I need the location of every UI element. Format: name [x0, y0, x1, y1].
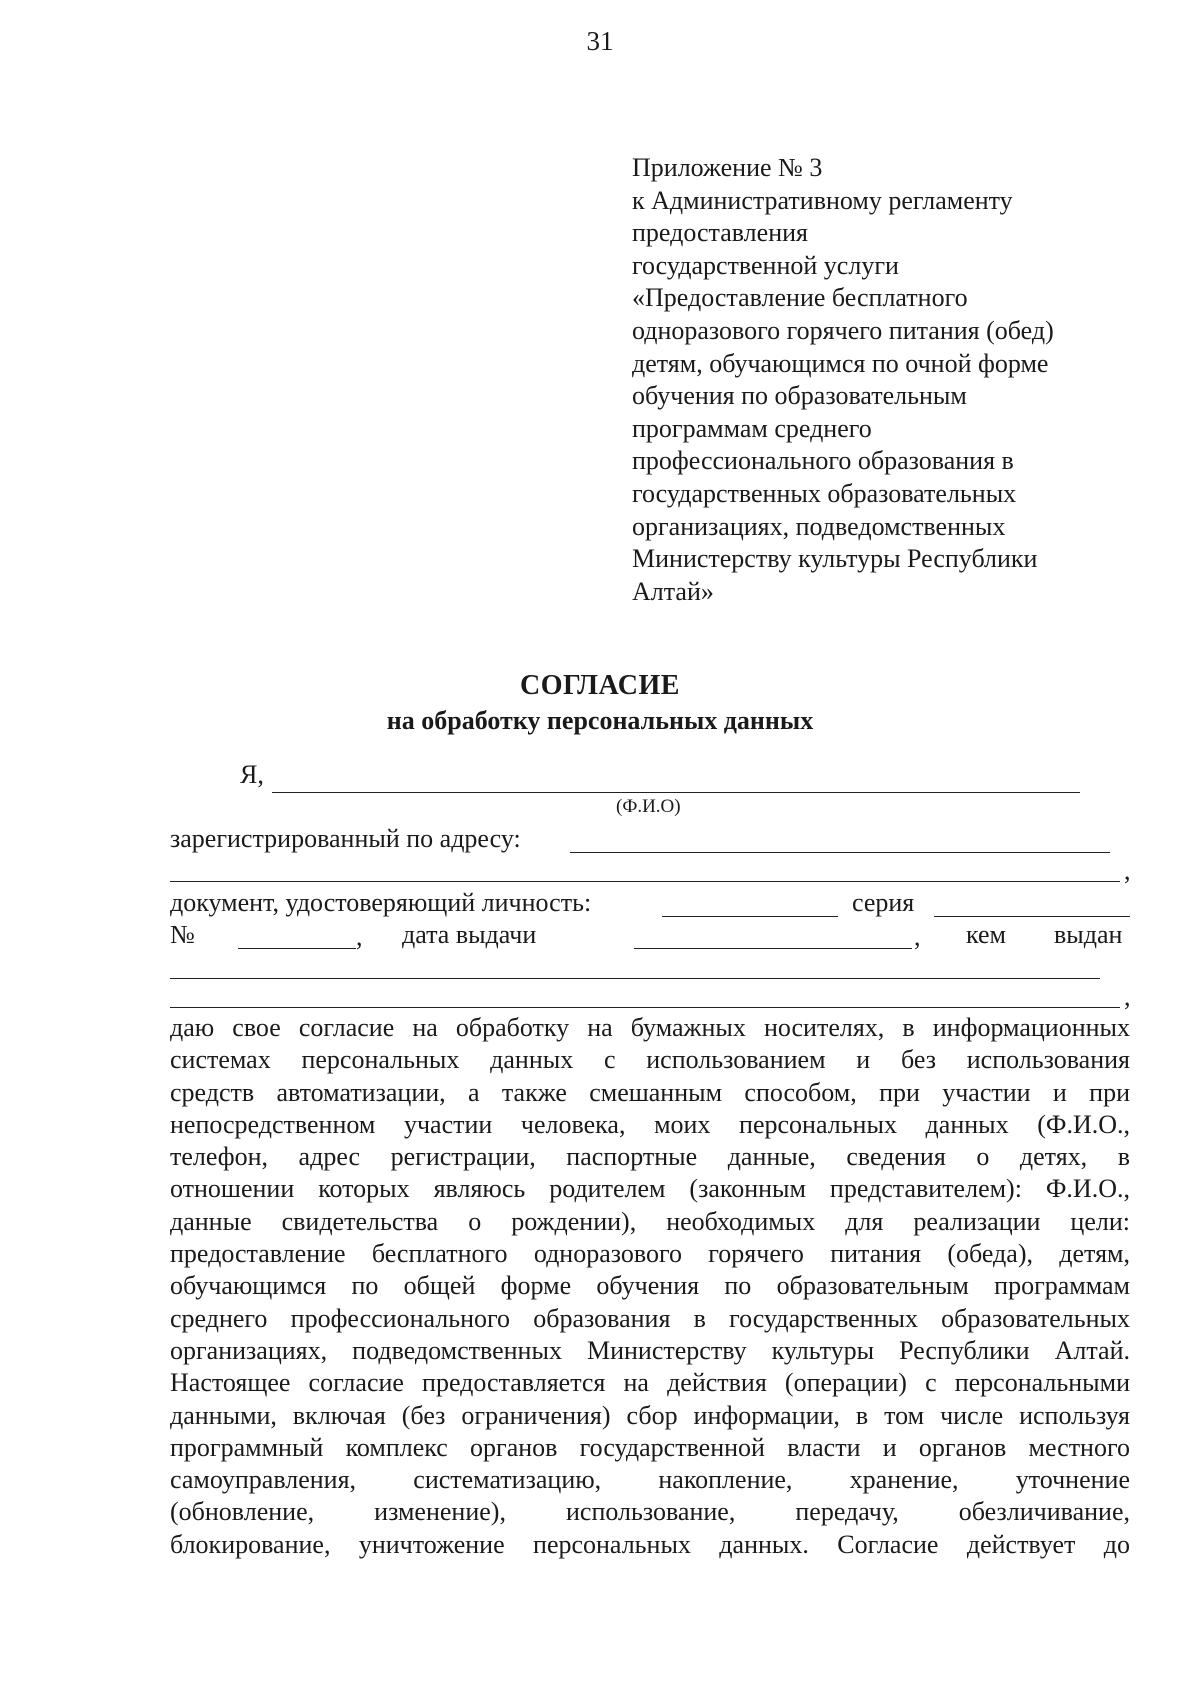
text-line: даю свое согласие на обработку на бумажных носителях, в информационных [170, 1013, 1130, 1042]
text-line: системах персональных данных с использованием и без использования [170, 1045, 1130, 1075]
consent-text [170, 1012, 1130, 1561]
address-field[interactable] [570, 852, 1110, 853]
appendix-line: программам среднего [632, 413, 872, 443]
text-line: средств автоматизации, а также смешанным способом, при участии и при [170, 1077, 1130, 1107]
appendix-line: «Предоставление бесплатного [632, 283, 968, 313]
document-title: СОГЛАСИЕ [520, 670, 680, 701]
issued-by-field[interactable] [170, 978, 1100, 979]
appendix-line: Министерству культуры Республики [632, 544, 1038, 574]
text-line: организациях, подведомственных Министерству культуры Республики Алтай. [170, 1335, 1130, 1365]
fio-caption: (Ф.И.О) [616, 796, 681, 817]
text-line: самоуправления, систематизацию, накопление, хранение, уточнение [170, 1465, 1130, 1495]
text-line: обучающимся по общей форме обучения по образовательным программам [170, 1271, 1130, 1301]
comma: , [356, 922, 363, 951]
document-field[interactable] [662, 916, 838, 917]
appendix-line: обучения по образовательным [632, 381, 967, 411]
address-field-continued[interactable] [170, 881, 1120, 882]
series-label: серия [852, 888, 915, 917]
text-line: среднего профессионального образования в государственных образовательных [170, 1303, 1130, 1333]
i-label: Я, [240, 760, 264, 789]
document-subtitle: на обработку персональных данных [386, 706, 814, 735]
issued-label: выдан [1054, 920, 1123, 949]
fio-field[interactable] [272, 792, 1080, 793]
appendix-line: организациях, подведомственных [632, 511, 1006, 541]
comma: , [914, 922, 921, 951]
issued-by-label: кем [966, 920, 1006, 949]
text-line: блокирование, уничтожение персональных данных. Согласие действует до [170, 1529, 1130, 1559]
document-label: документ, удостоверяющий личность: [170, 888, 592, 917]
text-line: данные свидетельства о рождении), необходимых для реализации цели: [170, 1206, 1130, 1236]
series-field[interactable] [934, 916, 1130, 917]
text-line: данными, включая (без ограничения) сбор информации, в том числе используя [170, 1400, 1130, 1430]
appendix-note [632, 152, 1152, 608]
comma: , [1124, 856, 1131, 885]
appendix-line: профессионального образования в [632, 446, 1014, 476]
text-line: предоставление бесплатного одноразового горячего питания (обеда), детям, [170, 1239, 1130, 1269]
text-line: (обновление, изменение), использование, передачу, обезличивание, [170, 1497, 1130, 1527]
appendix-line: Алтай» [632, 576, 714, 606]
issued-by-field-continued[interactable] [170, 1007, 1120, 1008]
appendix-line: государственных образовательных [632, 478, 1017, 508]
text-line: отношении которых являюсь родителем (законным представителем): Ф.И.О., [170, 1174, 1130, 1204]
number-label: № [170, 920, 195, 949]
text-line: непосредственном участии человека, моих персональных данных (Ф.И.О., [170, 1109, 1130, 1139]
number-field[interactable] [238, 948, 356, 949]
text-line: телефон, адрес регистрации, паспортные данные, сведения о детях, в [170, 1142, 1130, 1172]
comma: , [1124, 982, 1131, 1011]
appendix-line: государственной услуги [632, 250, 899, 280]
page-number: 31 [586, 26, 614, 56]
appendix-line: Приложение № 3 [632, 153, 823, 182]
appendix-line: одноразового горячего питания (обед) [632, 315, 1054, 345]
appendix-line: к Административному регламенту [632, 185, 1013, 215]
appendix-line: детям, обучающимся по очной форме [632, 348, 1049, 378]
issue-date-label: дата выдачи [402, 920, 537, 949]
text-line: Настоящее согласие предоставляется на действия (операции) с персональными [170, 1368, 1130, 1398]
appendix-line: предоставления [632, 218, 808, 248]
address-label: зарегистрированный по адресу: [170, 824, 521, 853]
text-line: программный комплекс органов государственной власти и органов местного [170, 1432, 1130, 1462]
issue-date-field[interactable] [634, 948, 912, 949]
